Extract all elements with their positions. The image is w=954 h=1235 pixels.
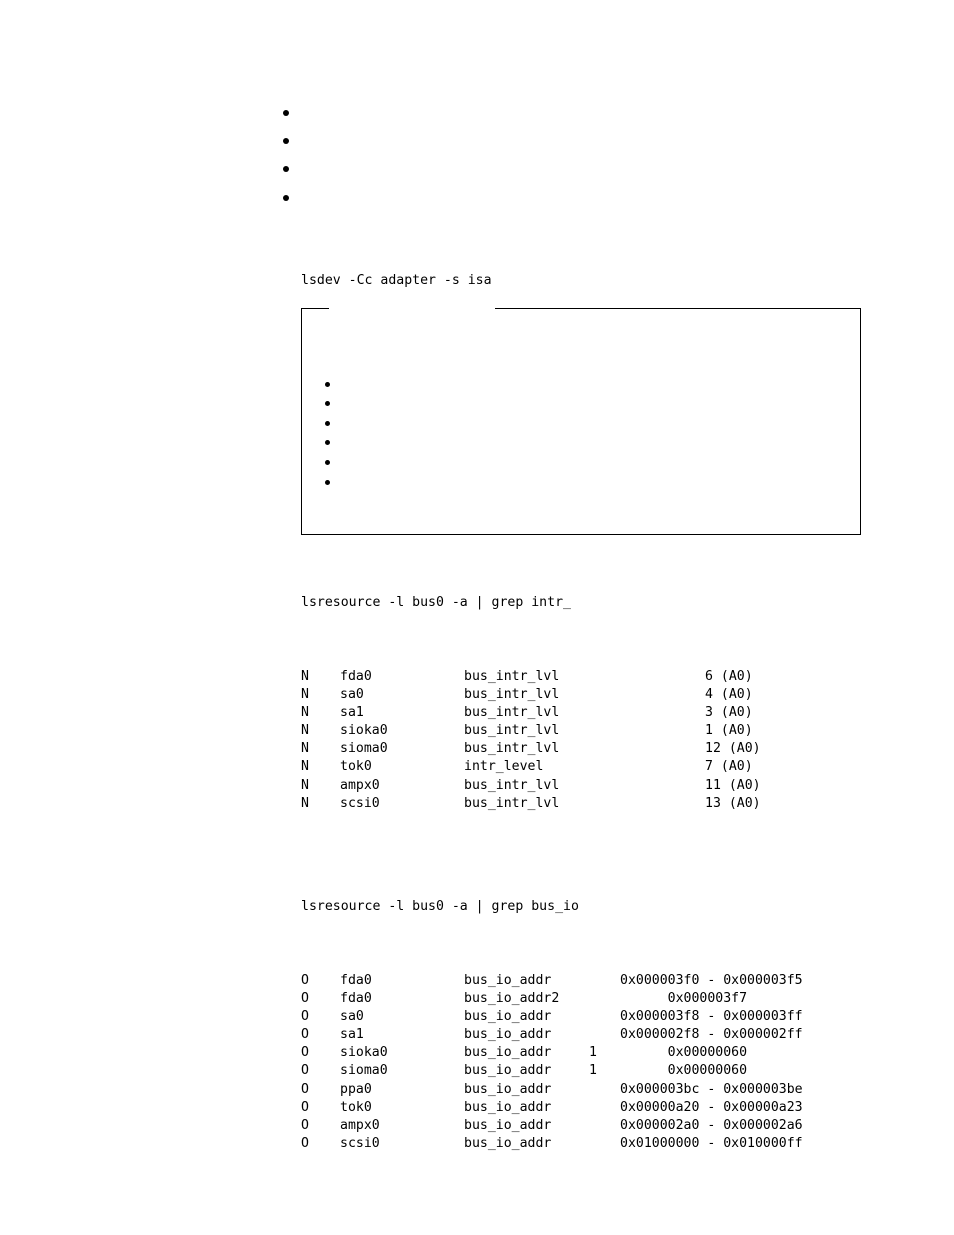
lsdev-command: lsdev -Cc adapter -s isa xyxy=(301,273,492,288)
io-attr: bus_io_addr xyxy=(464,1027,552,1042)
io-device: ampx0 xyxy=(340,1118,380,1133)
intr-value: 12 (A0) xyxy=(705,741,761,756)
intr-flag: N xyxy=(301,759,309,774)
intr-value: 6 (A0) xyxy=(705,669,753,684)
intr-row xyxy=(301,758,821,776)
note-bullet xyxy=(325,440,330,445)
intr-attr: bus_intr_lvl xyxy=(464,687,560,702)
io-attr: bus_io_addr2 xyxy=(464,991,560,1006)
io-value: 0x000003bc - 0x000003be xyxy=(620,1082,803,1097)
io-flag: O xyxy=(301,1118,309,1133)
io-flag: O xyxy=(301,1027,309,1042)
intr-row xyxy=(301,722,821,740)
io-value: 0x00000060 xyxy=(620,1045,748,1060)
io-value: 0x00000a20 - 0x00000a23 xyxy=(620,1100,803,1115)
list-bullet xyxy=(283,166,289,172)
intr-flag: N xyxy=(301,687,309,702)
note-bullet xyxy=(325,382,330,387)
intr-command: lsresource -l bus0 -a | grep intr_ xyxy=(301,595,571,610)
intr-value: 13 (A0) xyxy=(705,796,761,811)
io-row xyxy=(301,1117,821,1135)
list-bullet xyxy=(283,110,289,116)
io-value: 0x000002f8 - 0x000002ff xyxy=(620,1027,803,1042)
intr-device: sa0 xyxy=(340,687,364,702)
io-attr: bus_io_addr xyxy=(464,1045,552,1060)
io-device: scsi0 xyxy=(340,1136,380,1151)
io-value: 0x000003f0 - 0x000003f5 xyxy=(620,973,803,988)
intr-device: scsi0 xyxy=(340,796,380,811)
intr-row xyxy=(301,686,821,704)
io-flag: O xyxy=(301,991,309,1006)
io-slot: 1 xyxy=(589,1045,597,1060)
intr-value: 7 (A0) xyxy=(705,759,753,774)
note-bullet xyxy=(325,421,330,426)
io-device: fda0 xyxy=(340,991,372,1006)
note-bullet xyxy=(325,460,330,465)
io-row xyxy=(301,990,821,1008)
note-bullet xyxy=(325,401,330,406)
intr-value: 3 (A0) xyxy=(705,705,753,720)
intr-flag: N xyxy=(301,669,309,684)
io-row xyxy=(301,1008,821,1026)
io-device: sioma0 xyxy=(340,1063,388,1078)
io-device: sa0 xyxy=(340,1009,364,1024)
intr-attr: bus_intr_lvl xyxy=(464,778,560,793)
intr-flag: N xyxy=(301,796,309,811)
io-flag: O xyxy=(301,973,309,988)
note-box-heading-gap xyxy=(329,305,495,311)
io-flag: O xyxy=(301,1009,309,1024)
intr-row xyxy=(301,740,821,758)
note-box xyxy=(301,308,861,535)
intr-value: 1 (A0) xyxy=(705,723,753,738)
io-value: 0x00000060 xyxy=(620,1063,748,1078)
io-value: 0x000002a0 - 0x000002a6 xyxy=(620,1118,803,1133)
intr-flag: N xyxy=(301,705,309,720)
io-flag: O xyxy=(301,1100,309,1115)
intr-device: sioma0 xyxy=(340,741,388,756)
intr-device: sioka0 xyxy=(340,723,388,738)
intr-attr: bus_intr_lvl xyxy=(464,741,560,756)
busio-command: lsresource -l bus0 -a | grep bus_io xyxy=(301,899,579,914)
list-bullet xyxy=(283,195,289,201)
intr-row xyxy=(301,668,821,686)
io-value: 0x000003f8 - 0x000003ff xyxy=(620,1009,803,1024)
intr-row xyxy=(301,795,821,813)
intr-value: 4 (A0) xyxy=(705,687,753,702)
io-flag: O xyxy=(301,1063,309,1078)
io-device: fda0 xyxy=(340,973,372,988)
intr-attr: bus_intr_lvl xyxy=(464,669,560,684)
intr-flag: N xyxy=(301,778,309,793)
io-value: 0x01000000 - 0x010000ff xyxy=(620,1136,803,1151)
io-device: sioka0 xyxy=(340,1045,388,1060)
io-flag: O xyxy=(301,1082,309,1097)
note-bullet xyxy=(325,480,330,485)
intr-row xyxy=(301,777,821,795)
io-device: ppa0 xyxy=(340,1082,372,1097)
io-attr: bus_io_addr xyxy=(464,1118,552,1133)
io-device: sa1 xyxy=(340,1027,364,1042)
io-device: tok0 xyxy=(340,1100,372,1115)
intr-attr: bus_intr_lvl xyxy=(464,796,560,811)
io-attr: bus_io_addr xyxy=(464,973,552,988)
intr-device: fda0 xyxy=(340,669,372,684)
io-value: 0x000003f7 xyxy=(620,991,748,1006)
list-bullet xyxy=(283,138,289,144)
intr-attr: bus_intr_lvl xyxy=(464,723,560,738)
intr-device: sa1 xyxy=(340,705,364,720)
intr-value: 11 (A0) xyxy=(705,778,761,793)
io-row xyxy=(301,1026,821,1044)
intr-row xyxy=(301,704,821,722)
io-row xyxy=(301,972,821,990)
io-attr: bus_io_addr xyxy=(464,1009,552,1024)
intr-device: tok0 xyxy=(340,759,372,774)
io-row xyxy=(301,1081,821,1099)
intr-flag: N xyxy=(301,723,309,738)
io-row xyxy=(301,1044,821,1062)
io-attr: bus_io_addr xyxy=(464,1063,552,1078)
io-attr: bus_io_addr xyxy=(464,1082,552,1097)
io-attr: bus_io_addr xyxy=(464,1100,552,1115)
intr-flag: N xyxy=(301,741,309,756)
intr-attr: intr_level xyxy=(464,759,544,774)
intr-device: ampx0 xyxy=(340,778,380,793)
io-attr: bus_io_addr xyxy=(464,1136,552,1151)
io-flag: O xyxy=(301,1136,309,1151)
io-slot: 1 xyxy=(589,1063,597,1078)
io-flag: O xyxy=(301,1045,309,1060)
intr-attr: bus_intr_lvl xyxy=(464,705,560,720)
io-row xyxy=(301,1135,821,1153)
io-row xyxy=(301,1099,821,1117)
io-row xyxy=(301,1062,821,1080)
